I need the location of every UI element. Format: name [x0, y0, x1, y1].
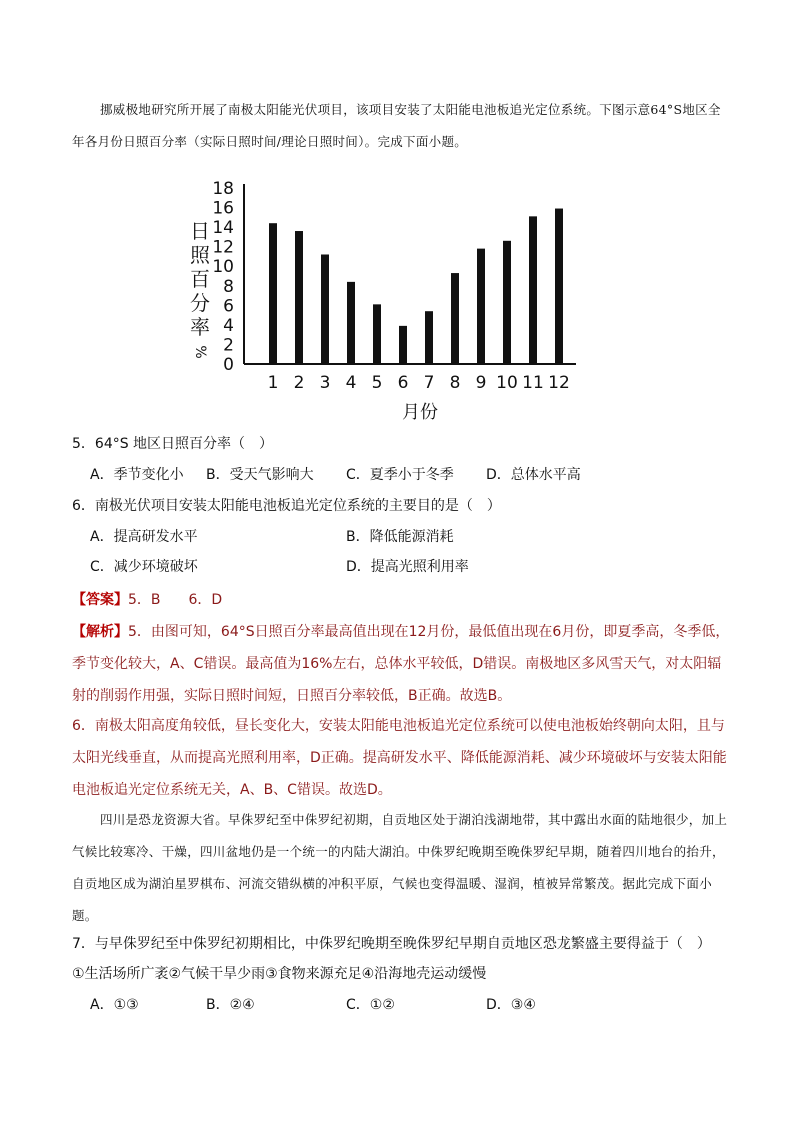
question-5-stem: 5．64°S 地区日照百分率（ ）	[72, 436, 274, 452]
bar-month-3	[321, 254, 329, 364]
x-tick-label: 11	[522, 373, 544, 393]
y-axis-label-char: 率	[190, 315, 210, 339]
question-6-stem: 6．南极光伏项目安装太阳能电池板追光定位系统的主要目的是（ ）	[72, 498, 501, 514]
analysis-5	[72, 616, 732, 712]
y-axis-label-char: 照	[190, 243, 210, 267]
bar-month-7	[425, 311, 433, 364]
question-7-option-a: A．①③	[90, 997, 139, 1013]
y-axis-label-char: 分	[190, 291, 210, 315]
question-7-option-d: D．③④	[486, 997, 536, 1013]
passage-2: 四川是恐龙资源大省。早侏罗纪至中侏罗纪初期，自贡地区处于湖泊浅湖地带，其中露出水面的陆地很少，加上气候比较寒冷、干燥，四川盆地仍是一个统一的内陆大湖泊。中侏罗纪晚期至晚侏罗纪早期，随着四川地台的抬升，自贡地区成为湖泊星罗棋布、河流交错纵横的冲积平原，气候也变得温暖、湿润，植被异常繁茂。据此完成下面小题。	[72, 812, 728, 923]
sunshine-bar-chart	[180, 176, 600, 426]
question-7-option-b: B．②④	[206, 997, 255, 1013]
x-tick-label: 8	[449, 373, 461, 393]
question-7-stem: 7．与早侏罗纪至中侏罗纪初期相比，中侏罗纪晚期至晚侏罗纪早期自贡地区恐龙繁盛主要得益于（ ）	[72, 936, 711, 952]
y-axis-unit: %	[192, 345, 208, 359]
x-tick-label: 7	[423, 373, 435, 393]
question-5-option-d: D．总体水平高	[486, 467, 581, 483]
answer-text: 5．B 6．D	[128, 592, 223, 608]
question-5-option-a: A．季节变化小	[90, 467, 184, 483]
answer-tag: 【答案】	[72, 592, 128, 608]
x-tick-label: 5	[371, 373, 383, 393]
question-5-option-c: C．夏季小于冬季	[346, 467, 454, 483]
question-7-option-c: C．①②	[346, 997, 395, 1013]
bar-month-2	[295, 231, 303, 364]
y-tick-label: 10	[212, 257, 234, 278]
analysis-tag: 【解析】	[72, 624, 128, 640]
answer-line	[72, 584, 732, 616]
y-tick-label: 6	[223, 296, 234, 317]
x-tick-label: 3	[319, 373, 331, 393]
x-tick-label: 6	[397, 373, 409, 393]
bar-month-1	[269, 223, 277, 364]
analysis-5-text: 5．由图可知，64°S日照百分率最高值出现在12月份，最低值出现在6月份，即夏季高，冬季低，季节变化较大，A、C错误。最高值为16%左右，总体水平较低，D错误。南极地区多风雪天气，对太阳辐射的削弱作用强，实际日照时间短，日照百分率较低，B正确。故选B。	[72, 624, 730, 704]
bar-month-4	[347, 282, 355, 364]
analysis-6: 6．南极太阳高度角较低，昼长变化大，安装太阳能电池板追光定位系统可以使电池板始终朝向太阳，且与太阳光线垂直，从而提高光照利用率，D正确。提高研发水平、降低能源消耗、减少环境破坏与安装太阳能电池板追光定位系统无关，A、B、C错误。故选D。	[72, 718, 727, 798]
question-6-option-d: D．提高光照利用率	[346, 559, 469, 575]
passage-1: 挪威极地研究所开展了南极太阳能光伏项目，该项目安装了太阳能电池板追光定位系统。下图示意64°S地区全年各月份日照百分率（实际日照时间/理论日照时间）。完成下面小题。	[72, 102, 721, 149]
question-6-option-b: B．降低能源消耗	[346, 529, 454, 545]
x-axis-label: 月份	[402, 402, 438, 423]
y-tick-label: 0	[223, 355, 234, 375]
bar-month-10	[503, 241, 511, 364]
question-6-option-c: C．减少环境破坏	[90, 559, 198, 575]
y-tick-label: 18	[212, 179, 234, 199]
x-tick-label: 10	[496, 373, 518, 393]
bar-month-11	[529, 216, 537, 364]
y-tick-label: 8	[223, 276, 234, 297]
bar-month-9	[477, 249, 485, 364]
bar-month-8	[451, 273, 459, 364]
y-tick-label: 2	[223, 335, 234, 356]
x-tick-label: 4	[345, 373, 357, 393]
x-tick-label: 9	[475, 373, 487, 393]
y-axis-label-char: 百	[190, 267, 210, 291]
question-6-option-a: A．提高研发水平	[90, 529, 198, 545]
y-tick-label: 14	[212, 218, 234, 239]
bar-month-12	[555, 209, 563, 364]
x-tick-label: 12	[548, 373, 570, 393]
x-tick-label: 1	[267, 373, 279, 393]
question-7-items: ①生活场所广袤②气候干旱少雨③食物来源充足④沿海地壳运动缓慢	[72, 966, 487, 982]
y-tick-label: 12	[212, 237, 234, 258]
bar-month-5	[373, 304, 381, 364]
y-tick-label: 4	[223, 315, 234, 336]
y-tick-label: 16	[212, 198, 234, 219]
y-axis-label-char: 日	[190, 219, 210, 243]
question-5-option-b: B．受天气影响大	[206, 467, 314, 483]
x-tick-label: 2	[293, 373, 305, 393]
bar-month-6	[399, 326, 407, 364]
